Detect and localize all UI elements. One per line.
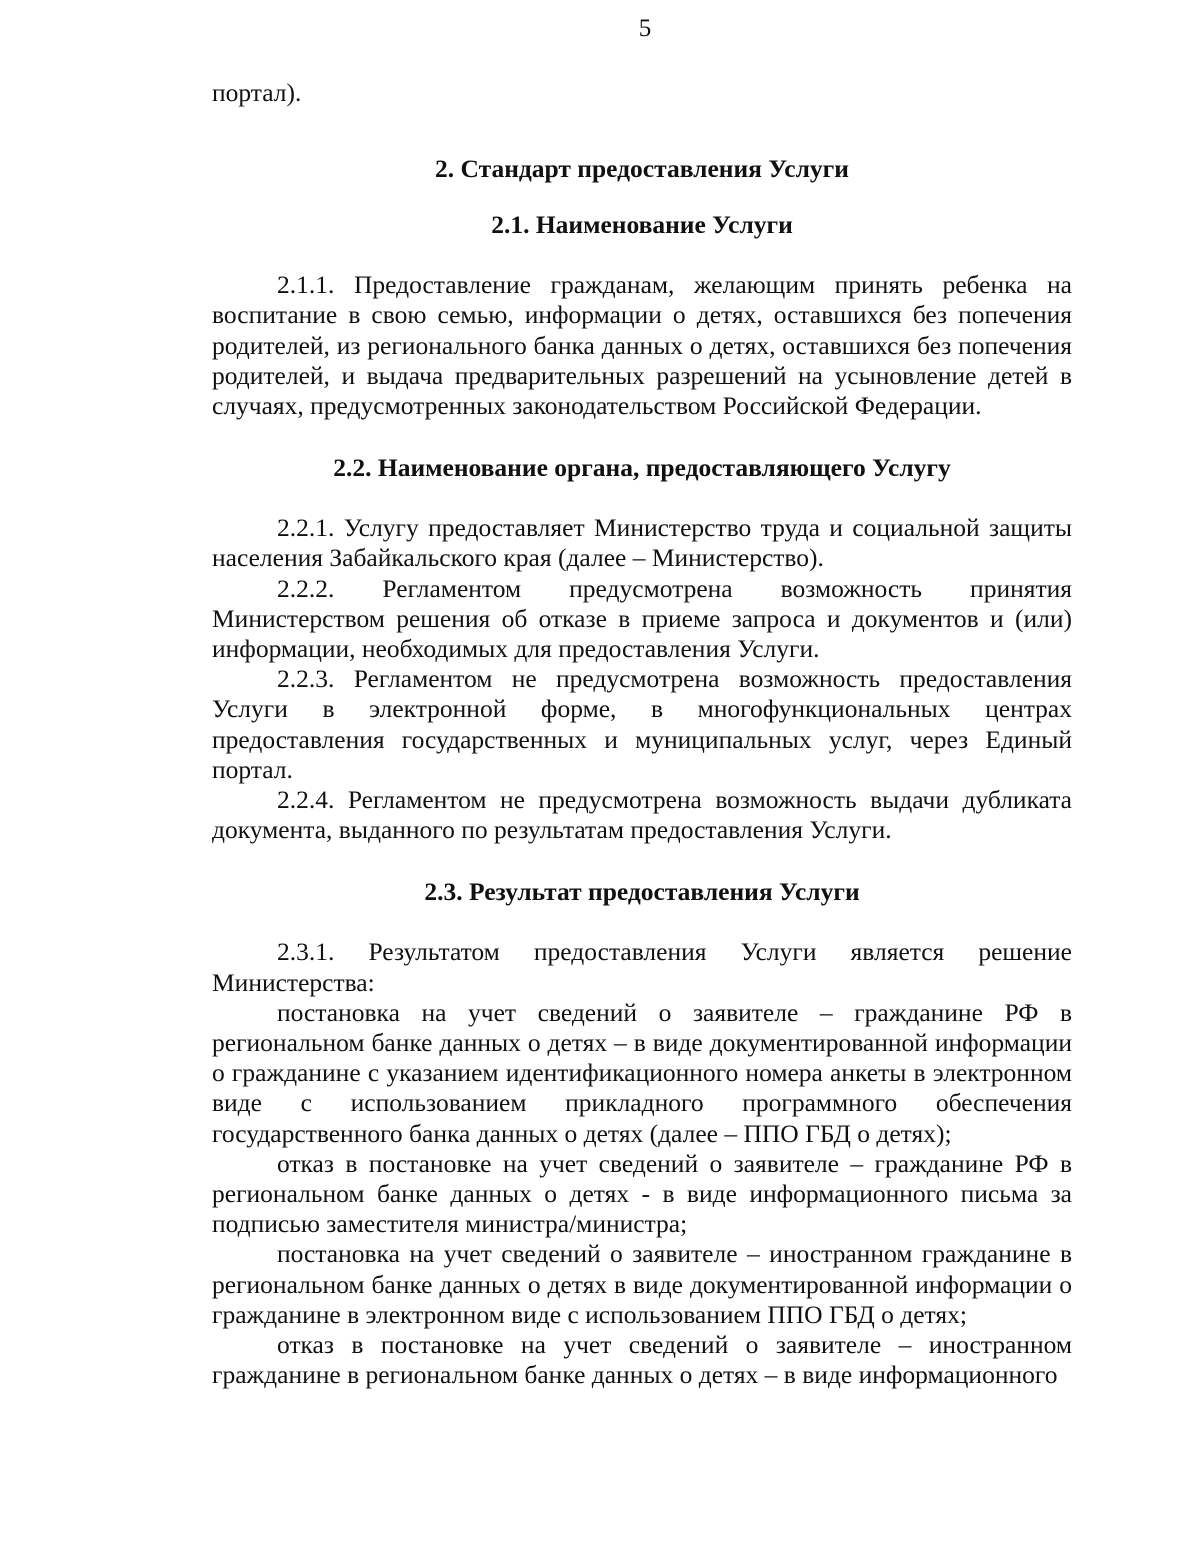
- paragraph-2-3-1: 2.3.1. Результатом предоставления Услуги является решение Министерства:: [212, 937, 1072, 997]
- section-2-2-heading: 2.2. Наименование органа, предоставляющего Услугу: [333, 453, 951, 483]
- section-2-1-heading: 2.1. Наименование Услуги: [491, 210, 793, 240]
- paragraph-2-2-4: 2.2.4. Регламентом не предусмотрена возможность выдачи дубликата документа, выданного по результатам предоставления Услуги.: [212, 785, 1072, 845]
- paragraph-2-2-3: 2.2.3. Регламентом не предусмотрена возможность предоставления Услуги в электронной форме, в многофункциональных центрах предоставления государственных и муниципальных услуг, через Единый портал.: [212, 664, 1072, 784]
- result-item-registration-foreigner: постановка на учет сведений о заявителе – иностранном гражданине в региональном банке данных о детях в виде документированной информации о гражданине в электронном виде с использованием ППО ГБД о детях;: [212, 1239, 1072, 1329]
- result-item-refusal-foreigner: отказ в постановке на учет сведений о заявителе – иностранном гражданине в региональном банке данных о детях – в виде информационного: [212, 1330, 1072, 1390]
- paragraph-2-2-1: 2.2.1. Услугу предоставляет Министерство труда и социальной защиты населения Забайкальского края (далее – Министерство).: [212, 513, 1072, 573]
- section-2-heading: 2. Стандарт предоставления Услуги: [435, 154, 849, 184]
- continuation-text: портал).: [212, 78, 302, 107]
- result-item-registration-citizen: постановка на учет сведений о заявителе – гражданине РФ в региональном банке данных о детях – в виде документированной информации о гражданине с указанием идентификационного номера анкеты в электронном виде с использованием прикладного программного обеспечения государственного банка данных о детях (далее – ППО ГБД о детях);: [212, 997, 1072, 1148]
- page-content: [212, 78, 1072, 1391]
- result-item-refusal-citizen: отказ в постановке на учет сведений о заявителе – гражданине РФ в региональном банке данных о детях - в виде информационного письма за подписью заместителя министра/министра;: [212, 1148, 1072, 1239]
- section-2-3-heading: 2.3. Результат предоставления Услуги: [424, 877, 860, 907]
- page-number: 5: [638, 15, 652, 42]
- paragraph-2-1-1: 2.1.1. Предоставление гражданам, желающим принять ребенка на воспитание в свою семью, информации о детях, оставшихся без попечения родителей, из регионального банка данных о детях, оставшихся без попечения родителей, и выдача предварительных разрешений на усыновление детей в случаях, предусмотренных законодательством Российской Федерации.: [212, 270, 1072, 421]
- paragraph-2-2-2: 2.2.2. Регламентом предусмотрена возможность принятия Министерством решения об отказе в приеме запроса и документов и (или) информации, необходимых для предоставления Услуги.: [212, 573, 1072, 664]
